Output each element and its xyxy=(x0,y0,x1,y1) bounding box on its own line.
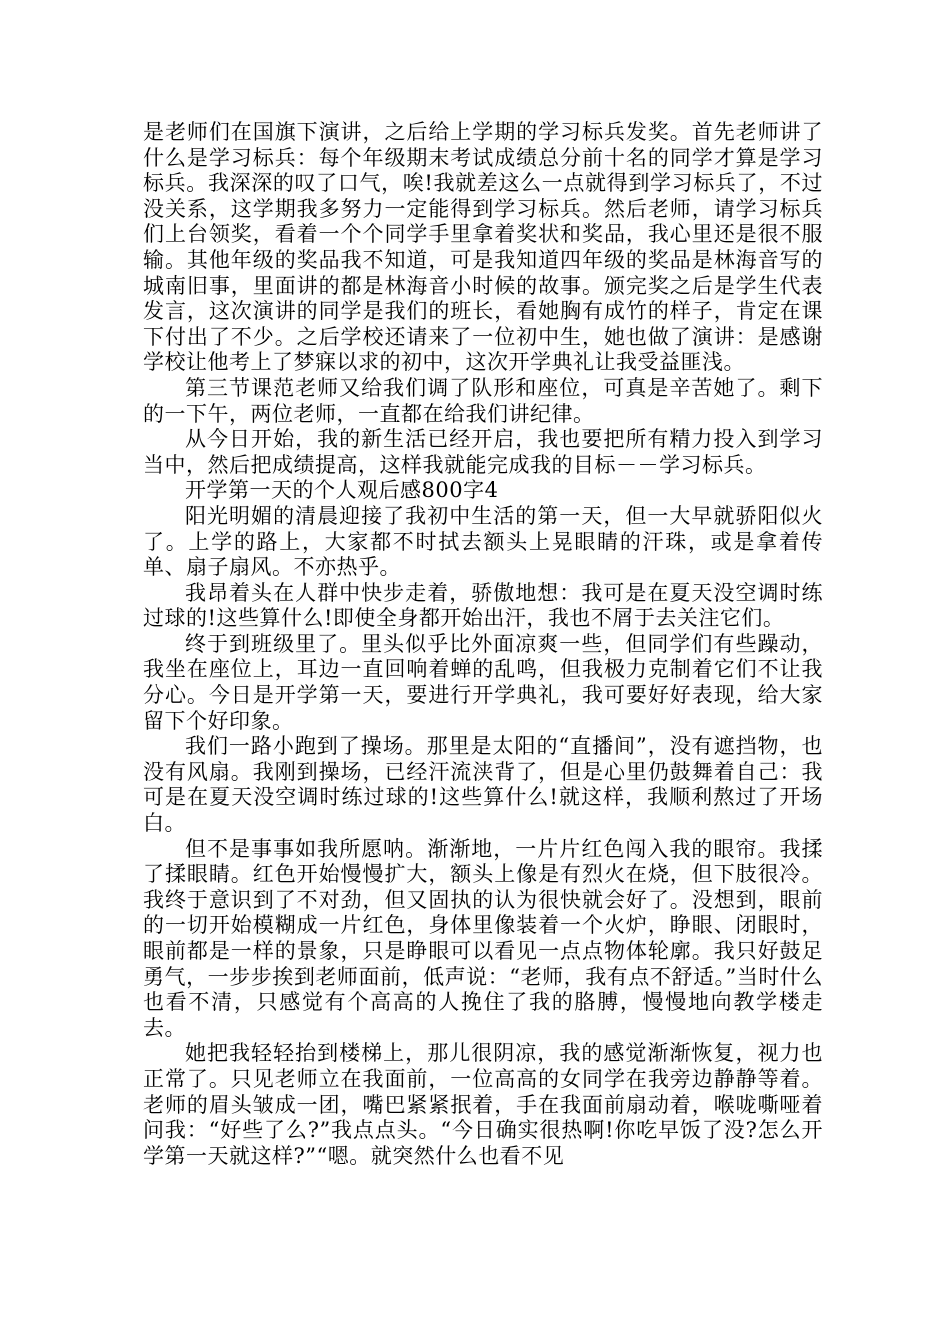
paragraph-8: 我们一路小跑到了操场。那里是太阳的“直播间”，没有遮挡物，也没有风扇。我刚到操场，已经汗流浃背了，但是心里仍鼓舞着自己：我可是在夏天没空调时练过球的!这些算什么!就这样，我顺利熬过了开场白。 xyxy=(143,734,823,836)
paragraph-9: 但不是事事如我所愿呐。渐渐地，一片片红色闯入我的眼帘。我揉了揉眼睛。红色开始慢慢扩大，额头上像是有烈火在烧，但下肢很冷。我终于意识到了不对劲，但又固执的认为很快就会好了。没想到，眼前的一切开始模糊成一片红色，身体里像装着一个火炉，睁眼、闭眼时，眼前都是一样的景象，只是睁眼可以看见一点点物体轮廓。我只好鼓足勇气，一步步挨到老师面前，低声说：“老师，我有点不舒适。”当时什么也看不清，只感觉有个高高的人挽住了我的胳膊，慢慢地向教学楼走去。 xyxy=(143,836,823,1040)
document-body xyxy=(143,120,823,1169)
paragraph-3: 从今日开始，我的新生活已经开启，我也要把所有精力投入到学习当中，然后把成绩提高，这样我就能完成我的目标－－学习标兵。 xyxy=(143,427,823,477)
section-heading: 开学第一天的个人观后感800字4 xyxy=(185,478,499,503)
paragraph-7: 终于到班级里了。里头似乎比外面凉爽一些，但同学们有些躁动，我坐在座位上，耳边一直回响着蝉的乱鸣，但我极力克制着它们不让我分心。今日是开学第一天，要进行开学典礼，我可要好好表现，给大家留下个好印象。 xyxy=(143,631,823,733)
paragraph-10: 她把我轻轻抬到楼梯上，那儿很阴凉，我的感觉渐渐恢复，视力也正常了。只见老师立在我面前，一位高高的女同学在我旁边静静等着。老师的眉头皱成一团，嘴巴紧紧抿着，手在我面前扇动着，喉咙嘶哑着问我：“好些了么?”我点点头。“今日确实很热啊!你吃早饭了没?怎么开学第一天就这样?”“嗯。就突然什么也看不见 xyxy=(143,1041,823,1168)
paragraph-5: 阳光明媚的清晨迎接了我初中生活的第一天，但一大早就骄阳似火了。上学的路上，大家都不时拭去额头上晃眼睛的汗珠，或是拿着传单、扇子扇风。不亦热乎。 xyxy=(143,503,823,580)
paragraph-6: 我昂着头在人群中快步走着，骄傲地想：我可是在夏天没空调时练过球的!这些算什么!即使全身都开始出汗，我也不屑于去关注它们。 xyxy=(143,580,823,631)
paragraph-2: 第三节课范老师又给我们调了队形和座位，可真是辛苦她了。剩下的一下午，两位老师，一直都在给我们讲纪律。 xyxy=(143,375,823,426)
paragraph-1: 是老师们在国旗下演讲，之后给上学期的学习标兵发奖。首先老师讲了什么是学习标兵：每个年级期末考试成绩总分前十名的同学才算是学习标兵。我深深的叹了口气，唉!我就差这么一点就得到学习标兵了，不过没关系，这学期我多努力一定能得到学习标兵。然后老师，请学习标兵们上台领奖，看着一个个同学手里拿着奖状和奖品，我心里还是很不服输。其他年级的奖品我不知道，可是我知道四年级的奖品是林海音写的城南旧事，里面讲的都是林海音小时候的故事。颁完奖之后是学生代表发言，这次演讲的同学是我们的班长，看她胸有成竹的样子，肯定在课下付出了不少。之后学校还请来了一位初中生，她也做了演讲：是感谢学校让他考上了梦寐以求的初中，这次开学典礼让我受益匪浅。 xyxy=(143,120,823,375)
